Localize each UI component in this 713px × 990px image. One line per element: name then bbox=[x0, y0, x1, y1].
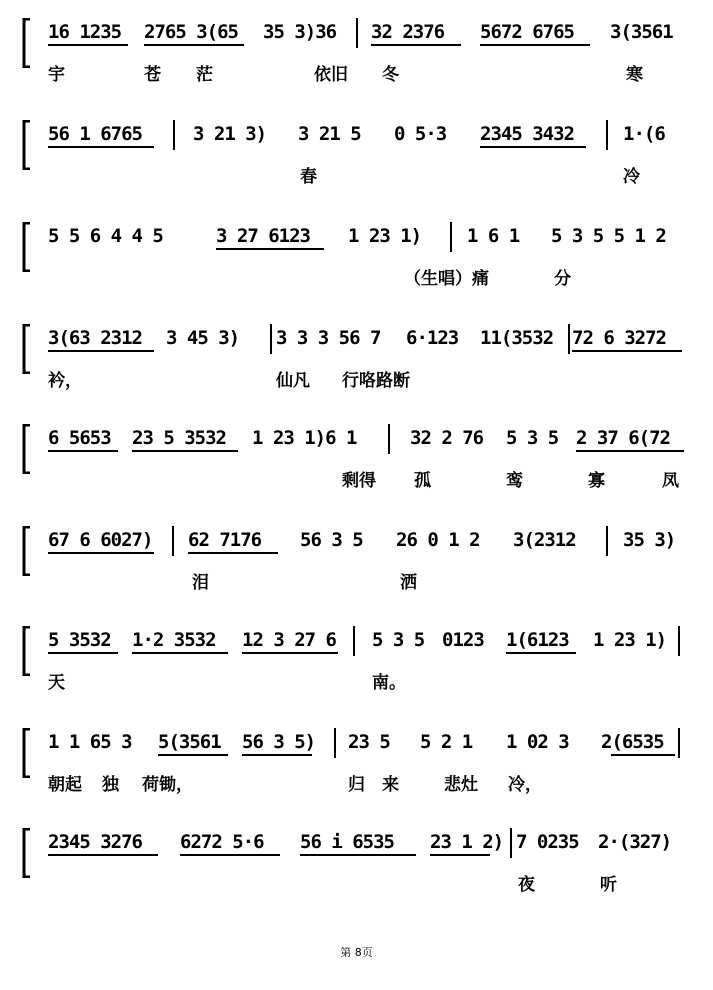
lyric: 归 bbox=[348, 775, 365, 795]
notation-line bbox=[48, 828, 688, 858]
notation-line bbox=[48, 424, 688, 454]
bar-line bbox=[388, 424, 390, 454]
notation-group: 3 45 3) bbox=[166, 327, 240, 349]
notation-group: 56 1 6765 bbox=[48, 123, 142, 145]
bar-line bbox=[678, 626, 680, 656]
notation-group: 3 27 6123 bbox=[216, 225, 310, 247]
underline bbox=[132, 450, 238, 452]
notation-group: 67 6 6027) bbox=[48, 529, 153, 551]
lyric: 寒 bbox=[626, 65, 643, 85]
notation-line bbox=[48, 526, 688, 556]
score-system-8 bbox=[0, 728, 713, 808]
notation-group: 2345 3432 bbox=[480, 123, 574, 145]
bar-line bbox=[568, 324, 570, 354]
notation-group: 5 3 5 bbox=[372, 629, 425, 651]
lyrics-line bbox=[48, 264, 688, 290]
notation-group: 6 5653 bbox=[48, 427, 111, 449]
notation-group: 3(63 2312 bbox=[48, 327, 142, 349]
lyric: 春 bbox=[300, 167, 317, 187]
underline bbox=[242, 754, 312, 756]
notation-line bbox=[48, 18, 688, 48]
bar-line bbox=[173, 120, 175, 150]
notation-group: 23 1 2) bbox=[430, 831, 504, 853]
notation-group: 3(2312 bbox=[513, 529, 576, 551]
lyric: 孤 bbox=[414, 471, 431, 491]
lyric: 听 bbox=[600, 875, 617, 895]
score-system-5 bbox=[0, 424, 713, 504]
notation-group: 32 2376 bbox=[371, 21, 445, 43]
notation-group: 35 3)36 bbox=[263, 21, 337, 43]
underline bbox=[371, 44, 461, 46]
notation-line bbox=[48, 120, 688, 150]
system-brace bbox=[20, 120, 34, 170]
lyric: 依旧 bbox=[314, 65, 348, 85]
notation-group: 62 7176 bbox=[188, 529, 262, 551]
lyric: 行咯路断 bbox=[342, 371, 410, 391]
lyric: 仙凡 bbox=[276, 371, 310, 391]
notation-group: 5 3 5 bbox=[506, 427, 559, 449]
score-system-3 bbox=[0, 222, 713, 302]
system-brace bbox=[20, 526, 34, 576]
notation-group: 5 2 1 bbox=[420, 731, 473, 753]
notation-line bbox=[48, 222, 688, 252]
lyric: 冬 bbox=[382, 65, 399, 85]
system-brace bbox=[20, 324, 34, 374]
notation-group: 1·2 3532 bbox=[132, 629, 216, 651]
underline bbox=[48, 44, 128, 46]
bar-line bbox=[172, 526, 174, 556]
underline bbox=[132, 652, 228, 654]
notation-group: 1 02 3 bbox=[506, 731, 569, 753]
bar-line bbox=[353, 626, 355, 656]
underline bbox=[48, 350, 154, 352]
bar-line bbox=[334, 728, 336, 758]
lyric: 夜 bbox=[518, 875, 535, 895]
lyric: 衿， bbox=[48, 371, 82, 391]
notation-group: 3 3 3 56 7 bbox=[276, 327, 381, 349]
lyrics-line bbox=[48, 366, 688, 392]
lyric: 宇 bbox=[48, 65, 65, 85]
notation-group: 5 3 5 5 1 2 bbox=[551, 225, 666, 247]
notation-group: 2 37 6(72 bbox=[576, 427, 670, 449]
notation-group: 26 0 1 2 bbox=[396, 529, 480, 551]
notation-group: 2765 3(65 bbox=[144, 21, 238, 43]
lyric: 洒 bbox=[400, 573, 417, 593]
underline bbox=[242, 652, 338, 654]
notation-line bbox=[48, 626, 688, 656]
underline bbox=[48, 450, 118, 452]
lyrics-line bbox=[48, 162, 688, 188]
underline bbox=[576, 450, 684, 452]
lyrics-line bbox=[48, 60, 688, 86]
system-brace bbox=[20, 728, 34, 778]
lyric: （生唱）痛 bbox=[404, 269, 489, 289]
underline bbox=[48, 552, 154, 554]
bar-line bbox=[270, 324, 272, 354]
bar-line bbox=[450, 222, 452, 252]
notation-line bbox=[48, 324, 688, 354]
notation-group: 16 1235 bbox=[48, 21, 122, 43]
system-brace bbox=[20, 18, 34, 68]
lyric: 凤 bbox=[662, 471, 679, 491]
bar-line bbox=[606, 120, 608, 150]
underline bbox=[48, 146, 154, 148]
underline bbox=[480, 146, 586, 148]
notation-group: 0 5·3 bbox=[394, 123, 447, 145]
bar-line bbox=[356, 18, 358, 48]
notation-group: 2345 3276 bbox=[48, 831, 142, 853]
lyric: 天 bbox=[48, 673, 65, 693]
system-brace bbox=[20, 828, 34, 878]
underline bbox=[506, 652, 576, 654]
score-system-9 bbox=[0, 828, 713, 908]
underline bbox=[611, 754, 675, 756]
notation-group: 5(3561 bbox=[158, 731, 221, 753]
lyric: 剩得 bbox=[342, 471, 376, 491]
underline bbox=[216, 248, 324, 250]
score-system-7 bbox=[0, 626, 713, 706]
notation-group: 3 21 3) bbox=[193, 123, 267, 145]
lyrics-line bbox=[48, 870, 688, 896]
underline bbox=[48, 652, 118, 654]
notation-group: 32 2 76 bbox=[410, 427, 484, 449]
bar-line bbox=[606, 526, 608, 556]
bar-line bbox=[510, 828, 512, 858]
notation-group: 1 6 1 bbox=[467, 225, 520, 247]
lyric: 来 bbox=[382, 775, 399, 795]
system-brace bbox=[20, 222, 34, 272]
underline bbox=[572, 350, 682, 352]
lyrics-line bbox=[48, 466, 688, 492]
notation-group: 56 3 5) bbox=[242, 731, 316, 753]
notation-group: 56 3 5 bbox=[300, 529, 363, 551]
underline bbox=[300, 854, 416, 856]
page-number: 第 8页 bbox=[340, 946, 373, 959]
notation-group: 2·(327) bbox=[598, 831, 672, 853]
underline bbox=[48, 854, 158, 856]
lyric: 分 bbox=[554, 269, 571, 289]
underline bbox=[144, 44, 244, 46]
notation-group: 1(6123 bbox=[506, 629, 569, 651]
score-system-6 bbox=[0, 526, 713, 606]
notation-group: 5672 6765 bbox=[480, 21, 574, 43]
lyric: 冷 bbox=[623, 167, 640, 187]
notation-group: 1 23 1) bbox=[593, 629, 667, 651]
notation-group: 23 5 bbox=[348, 731, 390, 753]
lyric: 南。 bbox=[372, 673, 406, 693]
underline bbox=[430, 854, 490, 856]
lyric: 鸾 bbox=[506, 471, 523, 491]
notation-group: 72 6 3272 bbox=[572, 327, 666, 349]
score-system-2 bbox=[0, 120, 713, 200]
underline bbox=[180, 854, 280, 856]
notation-group: 0123 bbox=[442, 629, 484, 651]
notation-group: 3 21 5 bbox=[298, 123, 361, 145]
bar-line bbox=[678, 728, 680, 758]
lyrics-line bbox=[48, 770, 688, 796]
lyric: 荷锄， bbox=[142, 775, 193, 795]
lyric: 苍 bbox=[144, 65, 161, 85]
lyric: 寡 bbox=[588, 471, 605, 491]
notation-group: 2(6535 bbox=[601, 731, 664, 753]
notation-group: 7 0235 bbox=[516, 831, 579, 853]
system-brace bbox=[20, 424, 34, 474]
notation-group: 1 23 1) bbox=[348, 225, 422, 247]
lyric: 独 bbox=[102, 775, 119, 795]
lyrics-line bbox=[48, 568, 688, 594]
notation-line bbox=[48, 728, 688, 758]
lyrics-line bbox=[48, 668, 688, 694]
notation-group: 6·123 bbox=[406, 327, 459, 349]
underline bbox=[480, 44, 590, 46]
lyric: 悲灶 bbox=[444, 775, 478, 795]
notation-group: 12 3 27 6 bbox=[242, 629, 336, 651]
underline bbox=[158, 754, 228, 756]
notation-group: 23 5 3532 bbox=[132, 427, 226, 449]
notation-group: 6272 5·6 bbox=[180, 831, 264, 853]
system-brace bbox=[20, 626, 34, 676]
notation-group: 5 3532 bbox=[48, 629, 111, 651]
lyric: 冷， bbox=[508, 775, 542, 795]
notation-group: 35 3) bbox=[623, 529, 676, 551]
notation-group: 1 23 1)6 1 bbox=[252, 427, 357, 449]
score-system-4 bbox=[0, 324, 713, 404]
notation-group: 3(3561 bbox=[610, 21, 673, 43]
notation-group: 1·(6 bbox=[623, 123, 665, 145]
score-system-1 bbox=[0, 18, 713, 98]
notation-group: 56 i 6535 bbox=[300, 831, 394, 853]
lyric: 朝起 bbox=[48, 775, 82, 795]
notation-group: 1 1 65 3 bbox=[48, 731, 132, 753]
notation-group: 5 5 6 4 4 5 bbox=[48, 225, 163, 247]
underline bbox=[188, 552, 278, 554]
notation-group: 11(3532 bbox=[480, 327, 554, 349]
lyric: 茫 bbox=[196, 65, 213, 85]
lyric: 泪 bbox=[192, 573, 209, 593]
